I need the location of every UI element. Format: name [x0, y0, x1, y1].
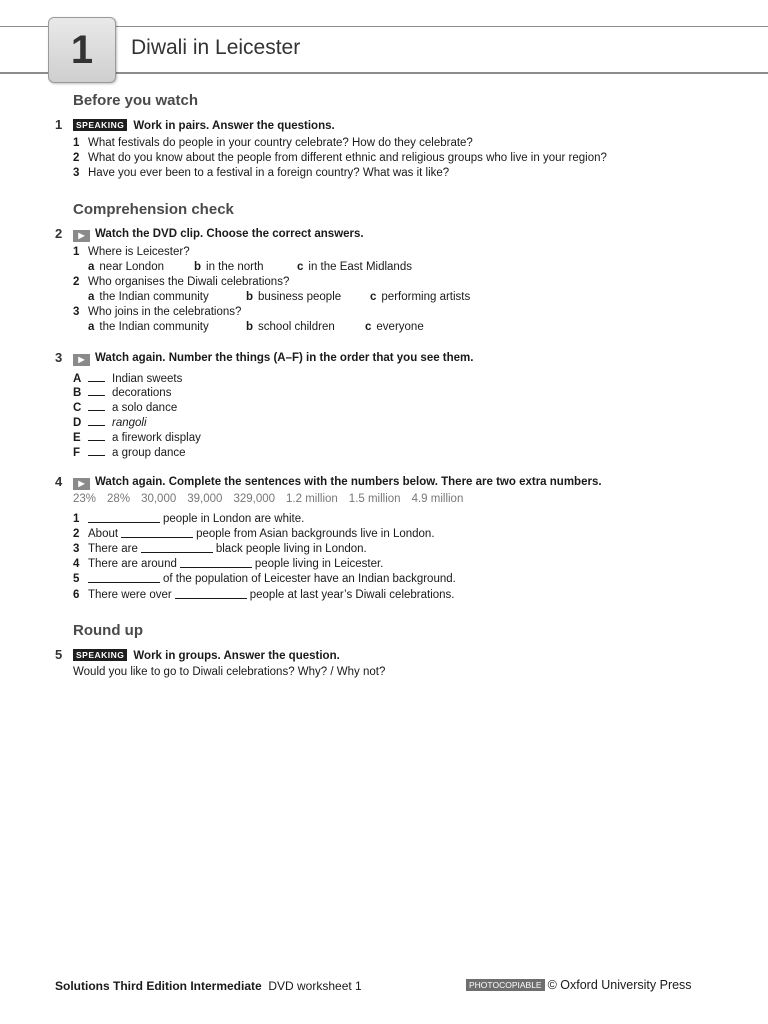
question-text: What festivals do people in your country celebrate? How do they celebrate?: [88, 137, 473, 149]
answer-option[interactable]: [246, 321, 335, 333]
option-text: the Indian community: [99, 291, 209, 303]
question-number: 3: [73, 167, 80, 179]
order-item: [73, 415, 147, 429]
option-text: everyone: [376, 321, 424, 333]
footer-copyright: [466, 978, 692, 992]
number-bank-item: 23%: [73, 493, 97, 505]
exercise-2-number: 2: [55, 226, 63, 241]
option-letter: b: [246, 321, 254, 333]
sentence-number: 1: [73, 513, 80, 525]
item-letter: D: [73, 417, 82, 429]
option-letter: a: [88, 261, 95, 273]
exercise-2-instruction-text: Watch the DVD clip. Choose the correct answers.: [95, 228, 364, 240]
section-heading-round-up: Round up: [73, 622, 143, 639]
order-item: [73, 400, 177, 414]
exercise-3-number: 3: [55, 350, 63, 365]
ex2-question: [73, 306, 241, 318]
item-letter: E: [73, 432, 81, 444]
question-number: 1: [73, 137, 80, 149]
number-bank-item: 39,000: [187, 493, 223, 505]
question-text: Have you ever been to a festival in a foreign country? What was it like?: [88, 167, 450, 179]
option-text: in the East Midlands: [308, 261, 412, 273]
order-item: [73, 430, 201, 444]
item-text: Indian sweets: [112, 373, 183, 385]
number-bank: [73, 493, 474, 505]
answer-gap[interactable]: [121, 527, 193, 538]
play-icon: ▶: [73, 230, 90, 242]
question-number: 2: [73, 152, 80, 164]
gap-sentence: [73, 512, 304, 525]
number-bank-item: 1.2 million: [286, 493, 338, 505]
answer-gap[interactable]: [88, 512, 160, 523]
question-text: Who joins in the celebrations?: [88, 306, 242, 318]
number-bank-item: 28%: [107, 493, 131, 505]
sentence-number: 6: [73, 589, 80, 601]
answer-blank[interactable]: [88, 445, 105, 456]
answer-option[interactable]: [88, 291, 209, 303]
sentence-text: There are around: [88, 558, 177, 570]
exercise-5-instruction: [73, 649, 340, 662]
ex2-question: [73, 246, 190, 258]
speaking-badge: SPEAKING: [73, 649, 127, 661]
sentence-number: 2: [73, 528, 80, 540]
gap-sentence: [73, 527, 435, 540]
item-letter: C: [73, 402, 82, 414]
section-heading-before-you-watch: Before you watch: [73, 92, 199, 109]
item-letter: F: [73, 447, 81, 459]
order-item: [73, 445, 186, 459]
play-icon: ▶: [73, 478, 90, 490]
sentence-text: black people living in London.: [215, 543, 367, 555]
answer-gap[interactable]: [180, 557, 252, 568]
option-text: business people: [258, 291, 342, 303]
answer-blank[interactable]: [88, 400, 105, 411]
sentence-number: 3: [73, 543, 80, 555]
answer-blank[interactable]: [88, 371, 105, 382]
answer-option[interactable]: [246, 291, 341, 303]
gap-sentence: [73, 542, 367, 555]
option-letter: c: [365, 321, 372, 333]
answer-blank[interactable]: [88, 415, 105, 426]
play-icon: ▶: [73, 354, 90, 366]
footer-book-title: Solutions Third Edition Intermediate: [55, 979, 262, 993]
answer-blank[interactable]: [88, 385, 105, 396]
exercise-1-number: 1: [55, 117, 63, 132]
exercise-3-instruction: [73, 352, 473, 366]
question-number: 3: [73, 306, 80, 318]
gap-sentence: [73, 588, 455, 601]
answer-option[interactable]: [88, 321, 209, 333]
answer-option[interactable]: [88, 261, 164, 273]
answer-option[interactable]: [365, 321, 424, 333]
item-letter: B: [73, 387, 82, 399]
exercise-5-number: 5: [55, 647, 63, 662]
order-item: [73, 371, 182, 385]
ex1-question: [73, 167, 449, 179]
sentence-text: people at last year’s Diwali celebrations.: [249, 589, 455, 601]
exercise-1-instruction-text: Work in pairs. Answer the questions.: [133, 120, 335, 132]
sentence-text: people living in Leicester.: [254, 558, 384, 570]
sentence-number: 5: [73, 573, 80, 585]
order-item: [73, 385, 171, 399]
question-number: 2: [73, 276, 80, 288]
unit-number: 1: [70, 27, 94, 72]
question-text: What do you know about the people from different ethnic and religious groups who live in your region?: [88, 152, 607, 164]
copyright-text: © Oxford University Press: [547, 978, 692, 992]
ex2-question: [73, 276, 289, 288]
option-text: near London: [99, 261, 164, 273]
exercise-4-instruction: [73, 476, 602, 490]
exercise-4-number: 4: [55, 474, 63, 489]
unit-number-badge: [48, 17, 116, 83]
sentence-text: people from Asian backgrounds live in London.: [196, 528, 435, 540]
exercise-2-instruction: [73, 228, 364, 242]
gap-sentence: [73, 557, 383, 570]
ex1-question: [73, 152, 607, 164]
answer-option[interactable]: [370, 291, 470, 303]
number-bank-item: 30,000: [141, 493, 177, 505]
exercise-1-instruction: [73, 119, 335, 132]
ex1-question: [73, 137, 473, 149]
exercise-5-instruction-text: Work in groups. Answer the question.: [133, 650, 340, 662]
sentence-text: There were over: [88, 589, 172, 601]
option-letter: a: [88, 321, 95, 333]
answer-gap[interactable]: [175, 588, 247, 599]
sentence-text: of the population of Leicester have an Indian background.: [163, 573, 456, 585]
item-text: rangoli: [112, 417, 147, 429]
sentence-text: About: [88, 528, 119, 540]
item-text: a group dance: [112, 447, 186, 459]
option-text: in the north: [206, 261, 264, 273]
exercise-4-instruction-text: Watch again. Complete the sentences with the numbers below. There are two extra numbers.: [95, 476, 602, 488]
number-bank-item: 329,000: [233, 493, 276, 505]
gap-sentence: [73, 572, 456, 585]
sentence-number: 4: [73, 558, 80, 570]
option-letter: a: [88, 291, 95, 303]
option-letter: b: [194, 261, 202, 273]
option-letter: c: [297, 261, 304, 273]
number-bank-item: 1.5 million: [348, 493, 401, 505]
answer-gap[interactable]: [88, 572, 160, 583]
option-text: the Indian community: [99, 321, 209, 333]
number-bank-item: 4.9 million: [411, 493, 464, 505]
sentence-text: people in London are white.: [163, 513, 305, 525]
option-letter: b: [246, 291, 254, 303]
question-text: Who organises the Diwali celebrations?: [88, 276, 290, 288]
answer-gap[interactable]: [141, 542, 213, 553]
item-text: a firework display: [112, 432, 201, 444]
answer-option[interactable]: [194, 261, 264, 273]
page-title: Diwali in Leicester: [131, 36, 301, 59]
question-text: Where is Leicester?: [88, 246, 190, 258]
footer-book-info: [55, 979, 362, 993]
footer-worksheet: DVD worksheet 1: [268, 979, 362, 993]
answer-blank[interactable]: [88, 430, 105, 441]
item-text: a solo dance: [112, 402, 178, 414]
option-text: school children: [258, 321, 335, 333]
photocopiable-badge: PHOTOCOPIABLE: [466, 979, 545, 991]
option-letter: c: [370, 291, 377, 303]
item-text: decorations: [112, 387, 172, 399]
exercise-5-question: Would you like to go to Diwali celebrations? Why? / Why not?: [73, 666, 386, 678]
question-number: 1: [73, 246, 80, 258]
exercise-3-instruction-text: Watch again. Number the things (A–F) in the order that you see them.: [95, 352, 474, 364]
option-text: performing artists: [381, 291, 471, 303]
sentence-text: There are: [88, 543, 138, 555]
speaking-badge: SPEAKING: [73, 119, 127, 131]
item-letter: A: [73, 373, 82, 385]
section-heading-comprehension-check: Comprehension check: [73, 201, 234, 218]
answer-option[interactable]: [297, 261, 412, 273]
